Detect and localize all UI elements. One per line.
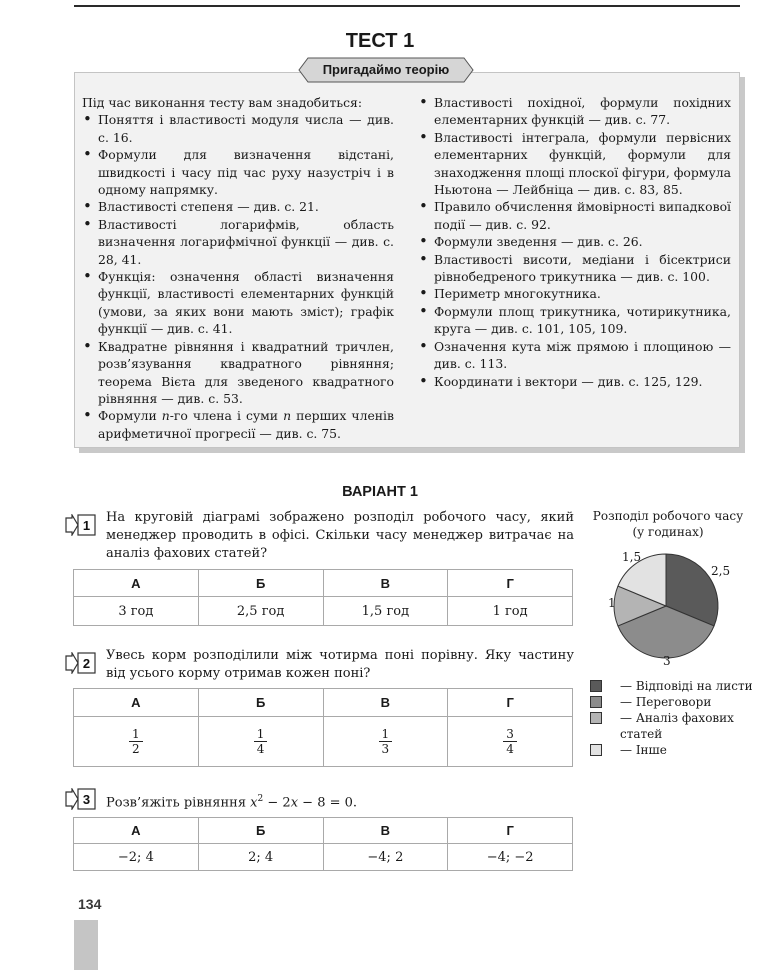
theory-item: • Формули для визначення відстані, швидкості і часу під час руху назустріч і в одному напрямку. (82, 146, 394, 198)
question-3-text: Розв’яжіть рівняння $x^2 - 2x - 8 = 0$. (106, 794, 358, 811)
legend-swatch (590, 744, 602, 756)
question-2-text: Увесь корм розподілили між чотирма поні порівну. Яку частину від усього корму отримав кожен поні? (106, 648, 574, 681)
pie-label: 1,5 (622, 550, 642, 564)
legend-item (588, 742, 758, 758)
answer-option[interactable]: 3 год (74, 597, 199, 626)
fraction: $\frac{1}{2}$ (129, 727, 143, 756)
option-header: Б (198, 570, 323, 597)
theory-item: • Властивості висоти, медіани і бісектриси рівнобедреного трикутника — див. с. 100. (418, 251, 731, 286)
answer-table-3 (73, 817, 573, 871)
question-number: 3 (82, 792, 91, 807)
option-header: В (323, 689, 448, 717)
option-header: Г (448, 570, 573, 597)
theory-item: • Властивості логарифмів, область визначення логарифмічної функції — див. с. 28, 41. (82, 216, 394, 268)
variant-title: ВАРІАНТ 1 (342, 484, 418, 500)
pie-chart (596, 544, 756, 674)
theory-item: • Властивості степеня — див. с. 21. (82, 198, 394, 215)
question-1-text: На круговій діаграмі зображено розподіл робочого часу, який менеджер проводить в офісі. Скільки часу менеджер витрачає на аналіз фахових статей? (106, 510, 574, 561)
legend-swatch (590, 696, 602, 708)
option-header: А (74, 818, 199, 844)
fraction: $\frac{3}{4}$ (503, 727, 517, 756)
legend-label: — Інше (620, 743, 667, 757)
option-header: Б (198, 689, 323, 717)
answer-option[interactable]: 2,5 год (198, 597, 323, 626)
chart-legend (588, 678, 758, 758)
ribbon-title: Пригадаймо теорію (322, 62, 450, 77)
theory-item: • Координати і вектори — див. с. 125, 129. (418, 373, 731, 390)
page-number: 134 (78, 896, 102, 912)
answer-option[interactable]: 1,5 год (323, 597, 448, 626)
pie-chart-svg (596, 544, 756, 674)
theory-item: • Квадратне рівняння і квадратний тричлен, розв’язування квадратного рівняння; теорема Вієта для зведеного квадратного рівняння — див. с. 53. (82, 338, 394, 408)
legend-label: — Аналіз фахових статей (620, 711, 734, 741)
legend-swatch (590, 712, 602, 724)
theory-item: • Формули зведення — див. с. 26. (418, 233, 731, 250)
legend-item (588, 694, 758, 710)
question-1-marker (64, 514, 96, 536)
top-rule (74, 5, 740, 7)
option-header: Г (448, 689, 573, 717)
theory-item: • Властивості похідної, формули похідних елементарних функцій — див. с. 77. (418, 94, 731, 129)
pie-label: 3 (663, 654, 671, 668)
fraction: $\frac{1}{3}$ (379, 727, 393, 756)
theory-item: • Формули n-го члена і суми n перших членів арифметичної прогресії — див. с. 75. (82, 407, 394, 442)
theory-intro: Під час виконання тесту вам знадобиться: (82, 95, 363, 110)
pie-label: 1 (608, 596, 616, 610)
answer-table-1 (73, 569, 573, 626)
option-header: Г (448, 818, 573, 844)
option-header: В (323, 818, 448, 844)
option-header: В (323, 570, 448, 597)
answer-table-2 (73, 688, 573, 767)
question-number: 2 (82, 656, 91, 671)
answer-option[interactable] (74, 717, 199, 767)
pie-label: 2,5 (711, 564, 731, 578)
legend-item (588, 678, 758, 694)
legend-label: — Переговори (620, 695, 712, 709)
theory-item: • Поняття і властивості модуля числа — див. с. 16. (82, 111, 394, 146)
theory-item: • Правило обчислення ймовірності випадкової події — див. с. 92. (418, 198, 731, 233)
answer-option[interactable] (448, 717, 573, 767)
option-header: А (74, 689, 199, 717)
answer-option[interactable]: 1 год (448, 597, 573, 626)
answer-option[interactable] (198, 717, 323, 767)
theory-item: • Периметр многокутника. (418, 285, 731, 302)
page-edge-tab (74, 920, 98, 970)
legend-label: — Відповіді на листи (620, 679, 753, 693)
question-number: 1 (82, 518, 91, 533)
question-3-marker (64, 788, 96, 810)
option-header: Б (198, 818, 323, 844)
answer-option[interactable]: −4; −2 (448, 844, 573, 871)
answer-option[interactable]: −2; 4 (74, 844, 199, 871)
legend-item (588, 710, 758, 742)
theory-right-column (418, 94, 731, 390)
legend-swatch (590, 680, 602, 692)
answer-option[interactable]: 2; 4 (198, 844, 323, 871)
test-title: ТЕСТ 1 (345, 30, 415, 52)
theory-item: • Означення кута між прямою і площиною — див. с. 113. (418, 338, 731, 373)
answer-option[interactable] (323, 717, 448, 767)
theory-item: • Властивості інтеграла, формули первісних елементарних функцій, формули для знаходження площі плоскої фігури, формула Ньютона — Лейбніца — див. с. 83, 85. (418, 129, 731, 199)
answer-option[interactable]: −4; 2 (323, 844, 448, 871)
question-2-marker (64, 652, 96, 674)
chart-title: Розподіл робочого часу (у годинах) (592, 509, 744, 539)
theory-item: • Формули площ трикутника, чотирикутника, круга — див. с. 101, 105, 109. (418, 303, 731, 338)
theory-left-column (82, 94, 394, 442)
fraction: $\frac{1}{4}$ (254, 727, 268, 756)
option-header: А (74, 570, 199, 597)
theory-item: • Функція: означення області визначення функції, властивості елементарних функцій (умови, за яких вони мають зміст); графік функції — див. с. 41. (82, 268, 394, 338)
